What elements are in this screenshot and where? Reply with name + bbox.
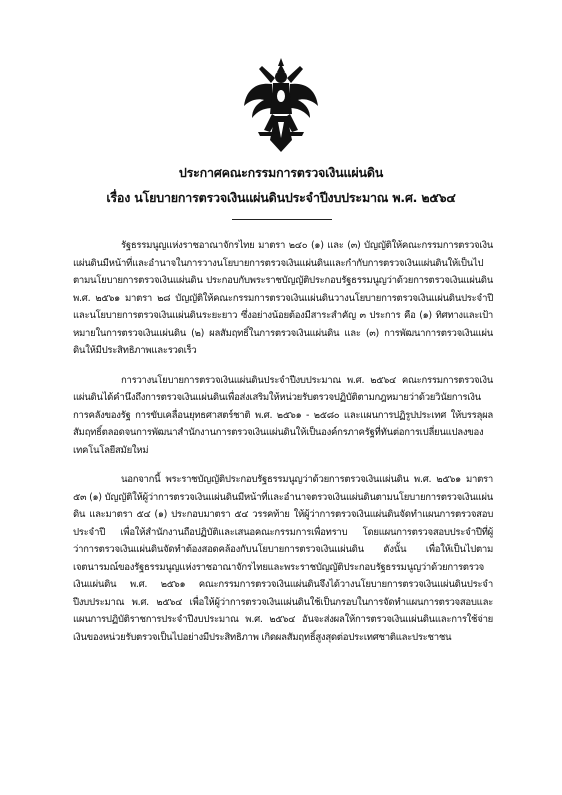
announcement-body [73,237,493,646]
announcement-subject: เรื่อง นโยบายการตรวจเงินแผ่นดินประจำปีงบประมาณ พ.ศ. ๒๕๖๔ [106,190,456,205]
title-divider [232,219,332,220]
paragraph: การวางนโยบายการตรวจเงินแผ่นดินประจำปีงบประมาณ พ.ศ. ๒๕๖๔ คณะกรรมการตรวจเงินแผ่นดินได้คำนึงถึงการตรวจเงินแผ่นดินเพื่อส่งเสริมให้หน่วยรับตรวจปฏิบัติตามกฎหมายว่าด้วยวินัยการเงินการคลังของรัฐ การขับเคลื่อนยุทธศาสตร์ชาติ พ.ศ. ๒๕๖๑ - ๒๕๘๐ และแผนการปฏิรูปประเทศ ให้บรรลุผลสัมฤทธิ์ตลอดจนการพัฒนาสำนักงานการตรวจเงินแผ่นดินให้เป็นองค์กรภาครัฐที่ทันต่อการเปลี่ยนแปลงของเทคโนโลยีสมัยใหม่ [73,374,493,456]
paragraph: รัฐธรรมนูญแห่งราชอาณาจักรไทย มาตรา ๒๔๐ (๑) และ (๓) บัญญัติให้คณะกรรมการตรวจเงินแผ่นดินมีหน้าที่และอำนาจในการวางนโยบายการตรวจเงินแผ่นดินและกำกับการตรวจเงินแผ่นดินให้เป็นไปตามนโยบายการตรวจเงินแผ่นดิน ประกอบกับพระราชบัญญัติประกอบรัฐธรรมนูญว่าด้วยการตรวจเงินแผ่นดิน พ.ศ. ๒๕๖๑ มาตรา ๒๘ บัญญัติให้คณะกรรมการตรวจเงินแผ่นดินวางนโยบายการตรวจเงินแผ่นดินประจำปีและนโยบายการตรวจเงินแผ่นดินระยะยาว ซึ่งอย่างน้อยต้องมีสาระสำคัญ ๓ ประการ คือ (๑) ทิศทางและเป้าหมายในการตรวจเงินแผ่นดิน (๒) ผลสัมฤทธิ์ในการตรวจเงินแผ่นดิน และ (๓) การพัฒนาการตรวจเงินแผ่นดินให้มีประสิทธิภาพและรวดเร็ว [73,240,493,356]
announcement-title: ประกาศคณะกรรมการตรวจเงินแผ่นดิน [178,165,384,180]
paragraph: นอกจากนี้ พระราชบัญญัติประกอบรัฐธรรมนูญว่าด้วยการตรวจเงินแผ่นดิน พ.ศ. ๒๕๖๑ มาตรา ๕๓ (๑) บัญญัติให้ผู้ว่าการตรวจเงินแผ่นดินมีหน้าที่และอำนาจตรวจเงินแผ่นดินตามนโยบายการตรวจเงินแผ่นดิน และมาตรา ๕๔ (๑) ประกอบมาตรา ๕๔ วรรคท้าย ให้ผู้ว่าการตรวจเงินแผ่นดินจัดทำแผนการตรวจสอบประจำปี เพื่อให้สำนักงานถือปฏิบัติและเสนอคณะกรรมการเพื่อทราบ โดยแผนการตรวจสอบประจำปีที่ผู้ว่าการตรวจเงินแผ่นดินจัดทำต้องสอดคล้องกับนโยบายการตรวจเงินแผ่นดิน ดังนั้น เพื่อให้เป็นไปตามเจตนารมณ์ของรัฐธรรมนูญแห่งราชอาณาจักรไทยและพระราชบัญญัติประกอบรัฐธรรมนูญว่าด้วยการตรวจเงินแผ่นดิน พ.ศ. ๒๕๖๑ คณะกรรมการตรวจเงินแผ่นดินจึงได้วางนโยบายการตรวจเงินแผ่นดินประจำปีงบประมาณ พ.ศ. ๒๕๖๔ เพื่อให้ผู้ว่าการตรวจเงินแผ่นดินใช้เป็นกรอบในการจัดทำแผนการตรวจสอบและแผนการปฏิบัติราชการประจำปีงบประมาณ พ.ศ. ๒๕๖๔ อันจะส่งผลให้การตรวจเงินแผ่นดินและการใช้จ่ายเงินของหน่วยรับตรวจเป็นไปอย่างมีประสิทธิภาพ เกิดผลสัมฤทธิ์สูงสุดต่อประเทศชาติและประชาชน [73,474,493,643]
garuda-emblem [242,56,320,154]
